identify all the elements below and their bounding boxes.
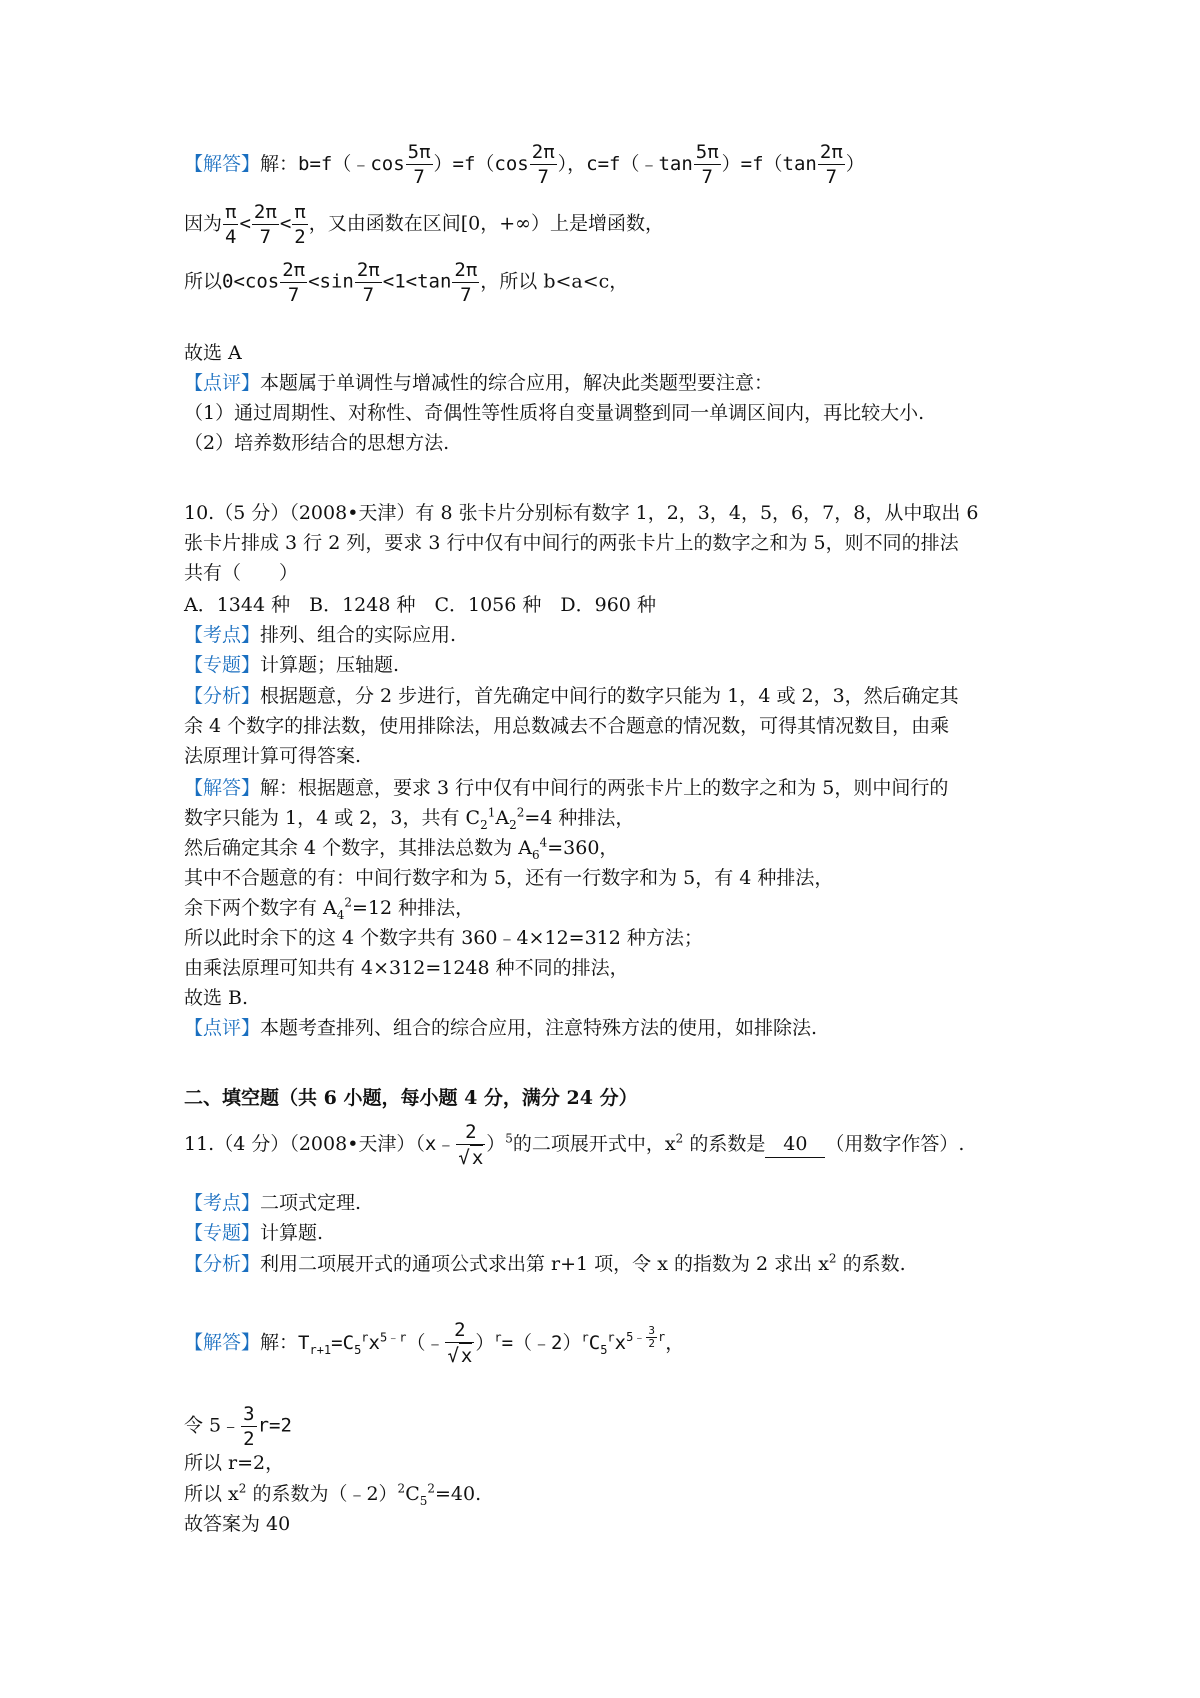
subscript: r+1 xyxy=(309,1342,332,1357)
subscript: 6 xyxy=(531,847,540,862)
fraction xyxy=(223,200,238,249)
fraction xyxy=(452,258,479,307)
lt: < xyxy=(239,212,251,235)
superscript: r xyxy=(607,1330,615,1345)
text: ，又由函数在区间[0，+∞）上是增函数， xyxy=(308,212,664,235)
text-line: 法原理计算可得答案. xyxy=(184,745,362,767)
text: r xyxy=(657,1330,666,1345)
text: r=2 xyxy=(257,1414,292,1437)
num: 2π xyxy=(356,259,380,281)
num: 2π xyxy=(454,259,478,281)
formula xyxy=(298,1319,685,1367)
fraction xyxy=(818,140,845,189)
options-line: A．1344 种 B．1248 种 C．1056 种 D．960 种 xyxy=(184,594,656,616)
text: ），c=f（﹣tan xyxy=(557,153,693,175)
num: π xyxy=(225,201,237,223)
text-line xyxy=(184,835,618,861)
text: 解： xyxy=(260,1331,299,1354)
superscript: 2 xyxy=(344,895,353,910)
text: ，所以 b<a<c， xyxy=(480,270,629,293)
text: 解：根据题意，要求 3 行中仅有中间行的两张卡片上的数字之和为 5，则中间行的 xyxy=(260,777,949,799)
answer-line: 故答案为 40 xyxy=(184,1513,291,1535)
den: 2 xyxy=(294,226,306,248)
text: T xyxy=(298,1331,310,1354)
text: ） xyxy=(475,1331,495,1354)
solution-line-2 xyxy=(184,200,664,249)
text-line: 共有（ ） xyxy=(184,562,299,584)
den: 7 xyxy=(825,166,838,188)
num: 2π xyxy=(282,259,306,281)
question-11 xyxy=(184,1120,964,1170)
fraction xyxy=(241,1402,256,1451)
subscript: 5 xyxy=(354,1342,362,1357)
tag-category: 【专题】 xyxy=(184,654,261,676)
tag-analysis: 【分析】 xyxy=(184,1253,261,1275)
den: 7 xyxy=(537,166,549,188)
section-heading: 二、填空题（共 6 小题，每小题 4 分，满分 24 分） xyxy=(184,1087,638,1109)
superscript: 2 xyxy=(427,1481,436,1496)
den: 4 xyxy=(225,226,237,248)
comment-line xyxy=(184,370,773,396)
text-line: （2）培养数形结合的思想方法. xyxy=(184,432,450,454)
fraction xyxy=(292,200,307,249)
fraction xyxy=(445,1318,474,1368)
text-line: 余 4 个数字的排法数，使用排除法，用总数减去不合题意的情况数，可得其情况数目，由乘 xyxy=(184,715,950,737)
text: C xyxy=(405,1483,420,1505)
comment-line xyxy=(184,1015,817,1041)
text: =360， xyxy=(547,837,619,859)
superscript: r xyxy=(494,1330,502,1345)
fraction xyxy=(252,200,279,249)
num: 2π xyxy=(531,141,555,163)
text: 利用二项展开式的通项公式求出第 r+1 项，令 x 的指数为 2 求出 x xyxy=(260,1253,829,1275)
text: 根据题意，分 2 步进行，首先确定中间行的数字只能为 1，4 或 2，3，然后确定其 xyxy=(260,685,959,707)
den: 7 xyxy=(701,166,713,188)
superscript: 1 xyxy=(487,805,496,820)
text: <sin xyxy=(308,270,354,293)
category-line xyxy=(184,652,399,678)
lt: < xyxy=(279,212,292,235)
text: （x﹣ xyxy=(415,1133,456,1155)
den: 7 xyxy=(413,166,425,188)
num: 2 xyxy=(445,1318,474,1343)
superscript: 2 xyxy=(675,1131,684,1146)
text-line: 所以此时余下的这 4 个数字共有 360﹣4×12=312 种方法； xyxy=(184,927,703,949)
den: √ x xyxy=(458,1147,484,1169)
superscript: r xyxy=(581,1330,589,1345)
text-line: 所以 r=2， xyxy=(184,1452,285,1474)
tag-comment: 【点评】 xyxy=(184,372,261,394)
fraction xyxy=(530,140,557,189)
num: 3 xyxy=(648,1324,655,1338)
fraction xyxy=(406,140,433,189)
num: 5π xyxy=(407,141,431,163)
topic-line xyxy=(184,622,456,648)
text: 数字只能为 1，4 或 2，3，共有 C xyxy=(184,807,481,829)
tag-solution: 【解答】 xyxy=(184,1331,261,1354)
den: 7 xyxy=(362,284,375,306)
text: x xyxy=(368,1331,380,1354)
superscript: 4 xyxy=(539,835,548,850)
text: 5﹣ xyxy=(626,1330,646,1345)
solution-formula-line xyxy=(184,1318,684,1368)
text: x xyxy=(614,1331,627,1354)
text: 解：b=f（﹣cos xyxy=(260,153,405,175)
superscript: 2 xyxy=(397,1481,406,1496)
text: A xyxy=(495,807,510,829)
text: 的二项展开式中，x xyxy=(512,1133,676,1155)
fraction xyxy=(280,258,307,307)
text: 计算题；压轴题. xyxy=(260,654,400,676)
tag-solution: 【解答】 xyxy=(184,153,261,175)
subscript: 2 xyxy=(480,817,488,832)
den: 2 xyxy=(648,1337,655,1351)
topic-line xyxy=(184,1190,361,1216)
answer-line: 故选 A xyxy=(184,342,242,364)
text: ）=f（tan xyxy=(721,153,817,175)
text-line: 其中不合题意的有：中间行数字和为 5，还有一行数字和为 5，有 4 种排法， xyxy=(184,867,834,889)
superscript: 2 xyxy=(516,805,525,820)
text: 二项式定理. xyxy=(260,1192,362,1214)
text: ） xyxy=(845,153,865,175)
superscript: 2 xyxy=(238,1481,247,1496)
analysis-line xyxy=(184,683,959,709)
text: 令 5﹣ xyxy=(184,1414,241,1437)
tag-solution: 【解答】 xyxy=(184,777,261,799)
tag-comment: 【点评】 xyxy=(184,1017,261,1039)
text: （﹣ xyxy=(406,1331,445,1354)
den: 7 xyxy=(259,226,272,248)
text-line xyxy=(184,805,634,831)
subscript: 4 xyxy=(336,907,345,922)
solution-line-1 xyxy=(184,140,865,189)
text: 11.（4 分）（2008•天津） xyxy=(184,1133,416,1155)
subscript: 5 xyxy=(600,1342,608,1357)
tag-category: 【专题】 xyxy=(184,1222,261,1244)
text: 的系数. xyxy=(836,1253,906,1275)
text: 本题属于单调性与增减性的综合应用，解决此类题型要注意： xyxy=(260,372,774,394)
text: 计算题. xyxy=(260,1222,324,1244)
den: √ x xyxy=(447,1345,473,1367)
text: 因为 xyxy=(184,212,223,235)
text-line: 由乘法原理可知共有 4×312=1248 种不同的排法， xyxy=(184,957,629,979)
num: 3 xyxy=(243,1403,255,1425)
text: 排列、组合的实际应用. xyxy=(260,624,457,646)
fraction xyxy=(355,258,382,307)
text: 然后确定其余 4 个数字，其排法总数为 A xyxy=(184,837,532,859)
superscript: 5﹣r xyxy=(379,1330,407,1345)
text: （用数字作答）. xyxy=(825,1133,965,1155)
tag-topic: 【考点】 xyxy=(184,1192,261,1214)
num: 2π xyxy=(253,201,277,223)
num: π xyxy=(294,201,306,223)
answer-line: 故选 B. xyxy=(184,987,249,1009)
num: 2π xyxy=(819,141,843,163)
text: 所以 x xyxy=(184,1483,239,1505)
superscript: r xyxy=(361,1330,369,1345)
category-line xyxy=(184,1220,323,1246)
text: =40. xyxy=(435,1483,482,1505)
analysis-line xyxy=(184,1251,906,1277)
solution-line xyxy=(184,1402,292,1451)
num: 2 xyxy=(456,1120,485,1145)
text: ， xyxy=(665,1331,685,1354)
text: 的系数是 xyxy=(683,1133,766,1155)
den: 7 xyxy=(460,284,472,306)
text: 所以0<cos xyxy=(184,270,280,293)
question-10: 10.（5 分）（2008•天津）有 8 张卡片分别标有数字 1，2，3，4，5，6，7，8，从中取出 6 xyxy=(184,502,979,524)
den: 2 xyxy=(243,1428,255,1450)
answer-blank: 40 xyxy=(765,1131,825,1158)
text: =（﹣2） xyxy=(501,1331,582,1354)
radicand: x xyxy=(460,1345,473,1367)
tag-topic: 【考点】 xyxy=(184,624,261,646)
text: <1<tan xyxy=(382,270,452,293)
text: C xyxy=(588,1331,601,1354)
text-line: 张卡片排成 3 行 2 列，要求 3 行中仅有中间行的两张卡片上的数字之和为 5，则不同的排法 xyxy=(184,532,959,554)
num: 5π xyxy=(695,141,719,163)
fraction xyxy=(694,140,721,189)
text-line: （1）通过周期性、对称性、奇偶性等性质将自变量调整到同一单调区间内，再比较大小. xyxy=(184,402,925,424)
text: =4 种排法， xyxy=(524,807,635,829)
text: ）=f（cos xyxy=(433,153,529,175)
solution-line-3 xyxy=(184,258,628,307)
text: 余下两个数字有 A xyxy=(184,897,337,919)
text: =12 种排法， xyxy=(352,897,475,919)
subscript: 2 xyxy=(509,817,517,832)
subscript: 5 xyxy=(419,1493,428,1508)
superscript: 2 xyxy=(828,1251,837,1266)
fraction xyxy=(646,1325,657,1350)
text: =C xyxy=(331,1331,355,1354)
superscript: 5 xyxy=(505,1131,513,1146)
fraction xyxy=(456,1120,485,1170)
text-line xyxy=(184,895,474,921)
text-line xyxy=(184,1481,481,1507)
tag-analysis: 【分析】 xyxy=(184,685,261,707)
den: 7 xyxy=(287,284,300,306)
text: ） xyxy=(486,1133,506,1155)
radicand: x xyxy=(471,1147,484,1169)
superscript-exponent xyxy=(626,1324,666,1351)
solution-line xyxy=(184,775,948,801)
text: 本题考查排列、组合的综合应用，注意特殊方法的使用，如排除法. xyxy=(260,1017,818,1039)
text: 的系数为（﹣2） xyxy=(246,1483,398,1505)
